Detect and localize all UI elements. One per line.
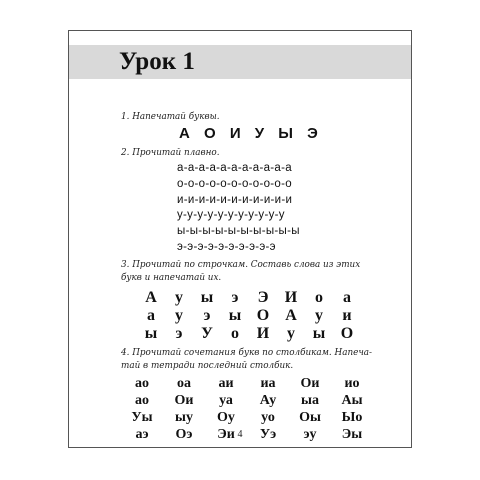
grid-letter: Э (257, 289, 269, 306)
grid-syllable: оа (177, 376, 191, 391)
task2-instruction: 2. Прочитай плавно. (121, 148, 220, 158)
syllable-line: ы-ы-ы-ы-ы-ы-ы-ы-ы-ы (177, 225, 300, 238)
grid-syllable: ио (344, 376, 360, 391)
grid-syllable: ыу (175, 410, 193, 425)
task3-instruction-line2: букв и напечатай их. (121, 273, 222, 283)
grid-letter: э (231, 289, 239, 306)
grid-letter: ы (200, 289, 214, 306)
grid-letter: ы (228, 307, 242, 324)
task3-instruction-line1: 3. Прочитай по строчкам. Составь слова из этих (121, 260, 361, 270)
grid-syllable: Оы (299, 410, 321, 425)
page-number: 4 (237, 429, 243, 440)
grid-syllable: Оэ (175, 427, 193, 442)
grid-syllable: Аы (341, 393, 363, 408)
grid-letter: О (340, 325, 354, 342)
grid-syllable: иа (260, 376, 276, 391)
task4-instruction (121, 347, 391, 373)
grid-letter: А (145, 289, 157, 306)
grid-letter: а (147, 307, 155, 324)
grid-letter: и (342, 307, 352, 324)
grid-letter: ы (312, 325, 326, 342)
grid-letter: э (203, 307, 211, 324)
grid-syllable: Эы (341, 427, 363, 442)
grid-syllable: Оу (217, 410, 235, 425)
grid-syllable: уа (219, 393, 233, 408)
grid-letter: о (231, 325, 239, 342)
syllable-line: у-у-у-у-у-у-у-у-у-у-у (177, 209, 285, 222)
syllable-line: а-а-а-а-а-а-а-а-а-а-а (177, 162, 292, 174)
grid-letter: А (285, 307, 297, 324)
grid-letter: у (287, 325, 295, 342)
grid-syllable: аи (218, 376, 234, 391)
grid-syllable: эу (303, 427, 317, 442)
textbook-page (68, 30, 412, 448)
task4-instruction-line1: 4. Прочитай сочетания букв по столбикам. Напеча- (121, 348, 373, 358)
task4-instruction-line2: тай в тетради последний столбик. (121, 361, 294, 371)
grid-letter: О (256, 307, 270, 324)
grid-letter: а (343, 289, 351, 306)
task1-letters: А О И У Ы Э (179, 125, 320, 142)
grid-syllable: Ои (174, 393, 194, 408)
grid-syllable: ао (135, 393, 149, 408)
task3-letter-grid (137, 289, 361, 343)
grid-syllable: Ау (259, 393, 277, 408)
syllable-line: и-и-и-и-и-и-и-и-и-и-и (177, 193, 293, 206)
grid-syllable: Уэ (259, 427, 277, 442)
grid-syllable: Ыо (341, 410, 363, 425)
task3-instruction (121, 259, 391, 285)
grid-letter: о (315, 289, 323, 306)
grid-letter: У (201, 325, 213, 342)
grid-letter: ы (144, 325, 158, 342)
grid-letter: у (175, 307, 183, 324)
grid-letter: И (284, 289, 298, 306)
syllable-line: э-э-э-э-э-э-э-э-э-э (177, 240, 276, 253)
grid-syllable: Эи (217, 427, 235, 442)
grid-syllable: ыа (301, 393, 319, 408)
task1-instruction: 1. Напечатай буквы. (121, 112, 220, 122)
grid-syllable: Ои (300, 376, 320, 391)
grid-syllable: Уы (131, 410, 153, 425)
grid-syllable: аэ (135, 427, 149, 442)
grid-syllable: ао (135, 376, 149, 391)
syllable-line: о-о-о-о-о-о-о-о-о-о-о (177, 177, 292, 190)
grid-letter: э (175, 325, 183, 342)
grid-letter: И (256, 325, 270, 342)
grid-letter: у (175, 289, 183, 306)
lesson-title: Урок 1 (119, 48, 195, 75)
task2-syllable-lines (177, 161, 300, 256)
grid-letter: у (315, 307, 323, 324)
grid-syllable: уо (261, 410, 275, 425)
